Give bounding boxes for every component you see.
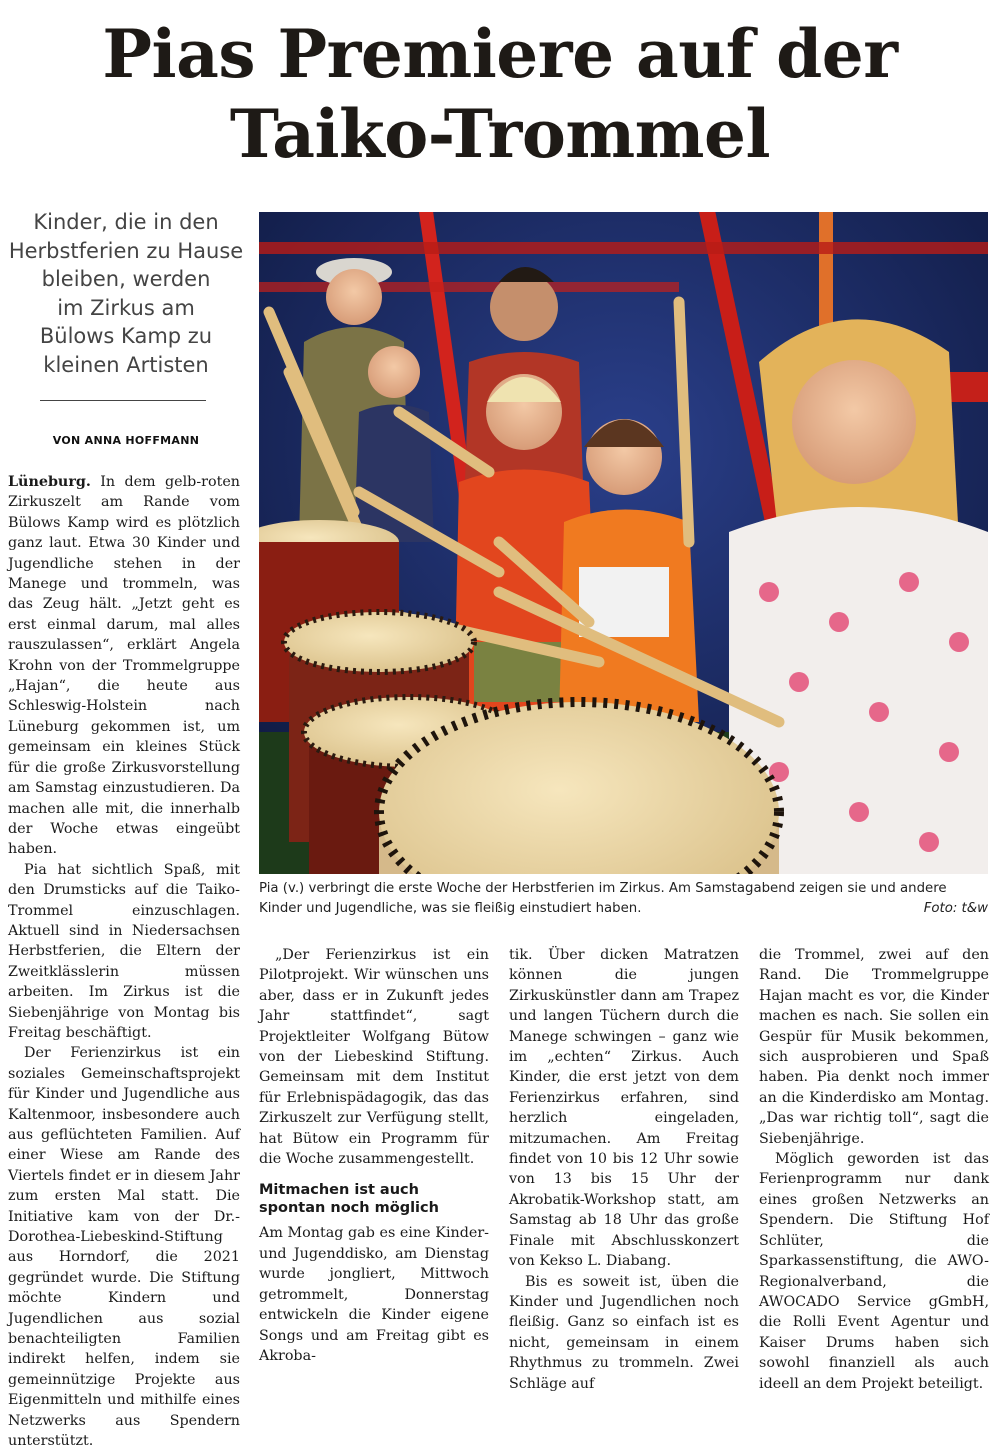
paragraph: Bis es soweit ist, üben die Kinder und Jugendlichen noch fleißig. Ganz so einfach ist es nicht, gemeinsam in einem Rhythmus zu trommeln. Zwei Schläge auf (509, 1273, 739, 1392)
byline: VON ANNA HOFFMANN (52, 434, 200, 447)
headline-line-2: Taiko-Trommel (229, 95, 771, 173)
deck-line: im Zirkus am (57, 295, 195, 320)
paragraph: Lüneburg. In dem gelb-roten Zirkuszelt am Rande vom Bülows Kamp wird es plötzlich ganz laut. Etwa 30 Kinder und Jugendliche stehen in der Manege und trommeln, was das Zeug hält. „Jetzt geht es erst einmal darum, mal alles rauszulassen“, erklärt Angela Krohn von der Trommelgruppe „Hajan“, die heute aus Schleswig-Holstein nach Lüneburg gekommen ist, um gemeinsam ein kleines Stück für die große Zirkusvorstellung am Samstag einzustudieren. Da machen alle mit, die innerhalb der Woche etwas eingeübt haben. (8, 474, 241, 858)
dateline: Lüneburg. (8, 474, 91, 490)
photo-credit: Foto: t&w (923, 901, 988, 916)
paragraph: die Trommel, zwei auf den Rand. Die Trommelgruppe Hajan macht es vor, die Kinder machen es nach. Sie sollen ein Gespür für Musik bekommen, sich ausprobieren und Spaß haben. Pia denkt noch immer an die Kinderdisko am Montag. „Das war richtig toll“, sagt die Siebenjährige. (759, 947, 989, 1147)
deck-line: kleinen Artisten (43, 352, 209, 377)
text-column-4 (759, 945, 989, 1394)
paragraph: Pia hat sichtlich Spaß, mit den Drumsticks auf die Taiko-Trommel einzuschlagen. Aktuell sind in Niedersachsen Herbstferien, die Eltern der Zweitklässlerin müssen arbeiten. Im Zirkus ist die Siebenjährige von Montag bis Freitag beschäftigt. (8, 861, 240, 1041)
text-column-1 (8, 472, 240, 1452)
deck-line: Bülows Kamp zu (39, 324, 213, 348)
photo-caption (259, 879, 988, 919)
headline-line-1: Pias Premiere auf der (102, 15, 898, 93)
paragraph: Am Montag gab es eine Kinder- und Jugenddisko, am Dienstag wurde jongliert, Mittwoch getrommelt, Donnerstag entwickeln die Kinder eigene Songs und am Freitag gibt es Akroba- (259, 1225, 489, 1364)
paragraph: tik. Über dicken Matratzen können die jungen Zirkuskünstler dann am Trapez und langen Tüchern durch die Manege schwingen – ganz wie im „echten“ Zirkus. Auch Kinder, die erst jetzt von dem Ferienzirkus erfahren, sind herzlich eingeladen, mitzumachen. Am Freitag findet von 10 bis 12 Uhr sowie von 13 bis 15 Uhr der Akrobatik-Workshop statt, am Samstag ab 18 Uhr das große Finale mit Abschlusskonzert von Kekso L. Diabang. (509, 947, 739, 1270)
deck-line: Herbstferien zu Hause (8, 238, 244, 263)
paragraph: Möglich geworden ist das Ferienprogramm nur dank eines großen Netzwerks an Spendern. Die Stiftung Hof Schlüter, die Sparkassenstiftung, die AWO-Regionalverband, die AWOCADO Service gGmbH, die Rolli Event Agentur und Kaiser Drums haben sich sowohl finanziell als auch ideell an dem Projekt beteiligt. (759, 1151, 989, 1392)
headline (0, 14, 1000, 174)
article-photo (259, 212, 988, 874)
deck-line: Kinder, die in den (33, 210, 219, 234)
text-column-3 (509, 945, 739, 1394)
deck-divider (40, 400, 206, 401)
paragraph: „Der Ferienzirkus ist ein Pilotprojekt. Wir wünschen uns aber, dass er in Zukunft jedes Jahr stattfindet“, sagt Projektleiter Wolfgang Bütow von der Liebeskind Stiftung. Gemeinsam mit dem Institut für Erlebnispädagogik, das das Zirkuszelt zur Verfügung stellt, hat Bütow ein Programm für die Woche zusammengestellt. (259, 947, 489, 1168)
paragraph: Der Ferienzirkus ist ein soziales Gemeinschaftsprojekt für Kinder und Jugendliche aus Kaltenmoor, insbesondere auch aus geflüchteten Familien. Auf einer Wiese am Rande des Viertels findet er in diesem Jahr zum ersten Mal statt. Die Initiative kam von der Dr.-Dorothea-Liebeskind-Stiftung aus Horndorf, die 2021 gegründet wurde. Die Stiftung möchte Kindern und Jugendlichen aus sozial benachteiligten Familien indirekt helfen, indem sie gemeinnützige Projekte aus Eigenmitteln und mithilfe eines Netzwerks aus Spendern unterstützt. (8, 1045, 240, 1450)
photo-illustration (259, 212, 988, 874)
text-column-2 (259, 945, 489, 1366)
deck-line: bleiben, werden (41, 267, 211, 291)
subheading: Mitmachen ist auch spontan noch möglich (259, 1182, 439, 1217)
caption-text: Pia (v.) verbringt die erste Woche der Herbstferien im Zirkus. Am Samstagabend zeigen sie und andere Kinder und Jugendliche, was sie fleißig einstudiert haben. (259, 881, 947, 916)
deck (8, 208, 244, 379)
